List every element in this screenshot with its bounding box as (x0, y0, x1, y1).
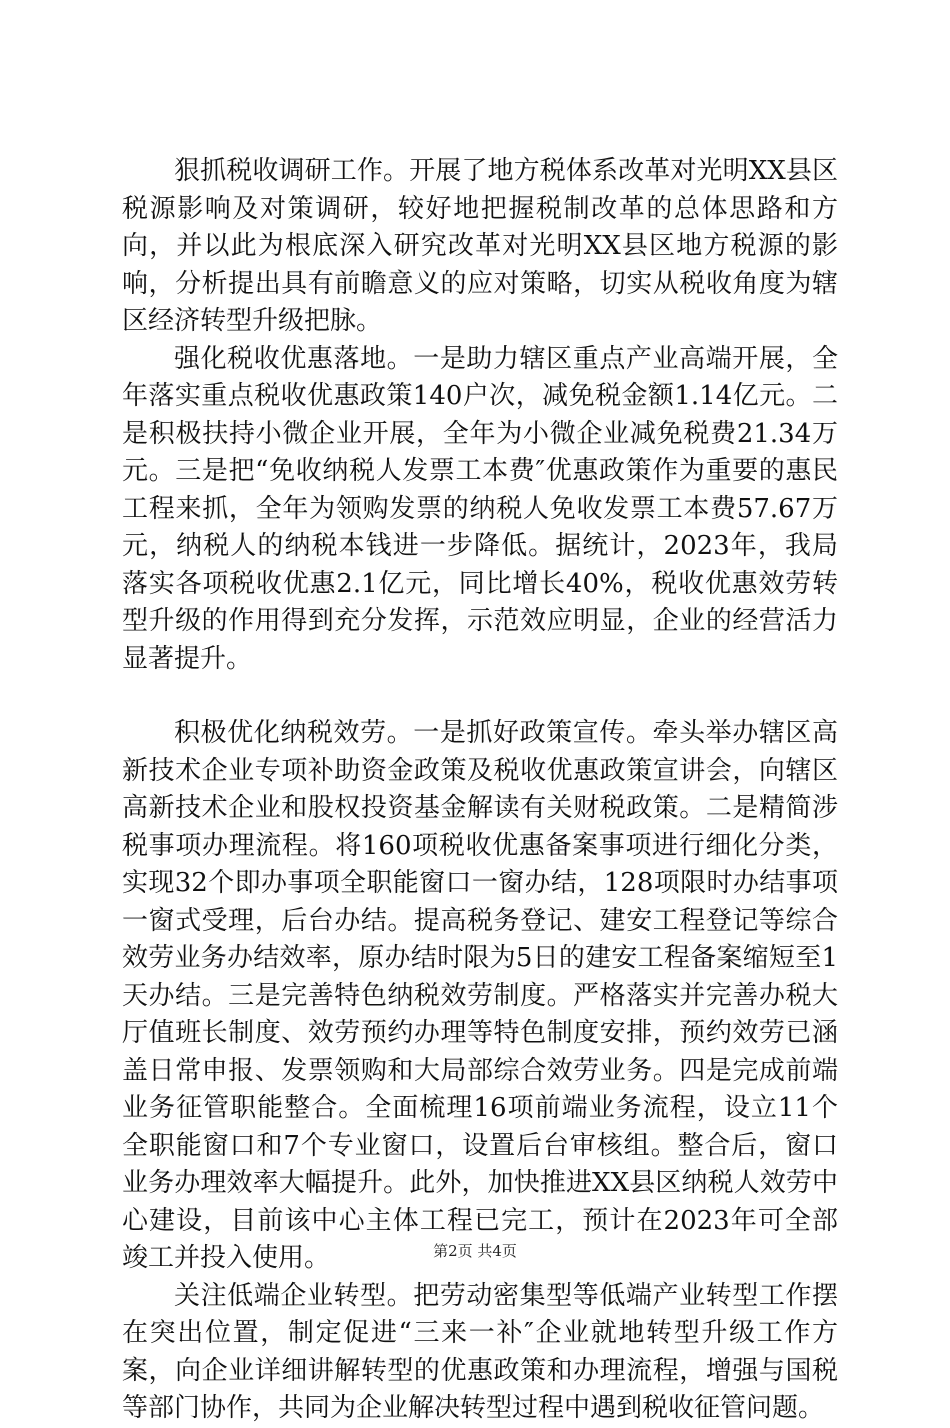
page-footer: 第2页 共4页 (433, 1242, 517, 1260)
paragraph-tax-incentives: 强化税收优惠落地。一是助力辖区重点产业高端开展，全年落实重点税收优惠政策140户次，减免税金额1.14亿元。二是积极扶持小微企业开展，全年为小微企业减免税费21.34万元。三是把“免收纳税人发票工本费″优惠政策作为重要的惠民工程来抓，全年为领购发票的纳税人免收发票工本费57.67万元，纳税人的纳税本钱进一步降低。据统计，2023年，我局落实各项税收优惠2.1亿元，同比增长40%，税收优惠效劳转型升级的作用得到充分发挥，示范效应明显，企业的经营活力显著提升。 (122, 343, 838, 674)
paragraph-gap (122, 678, 838, 715)
paragraph-tax-research: 狠抓税收调研工作。开展了地方税体系改革对光明XX县区税源影响及对策调研，较好地把握税制改革的总体思路和方向，并以此为根底深入研究改革对光明XX县区地方税源的影响，分析提出具有前瞻意义的应对策略，切实从税收角度为辖区经济转型升级把脉。 (122, 156, 838, 336)
paragraph-tax-service: 积极优化纳税效劳。一是抓好政策宣传。牵头举办辖区高新技术企业专项补助资金政策及税收优惠政策宣讲会，向辖区高新技术企业和股权投资基金解读有关财税政策。二是精简涉税事项办理流程。将160项税收优惠备案事项进行细化分类，实现32个即办事项全职能窗口一窗办结，128项限时办结事项一窗式受理，后台办结。提高税务登记、建安工程登记等综合效劳业务办结效率，原办结时限为5日的建安工程备案缩短至1天办结。三是完善特色纳税效劳制度。严格落实并完善办税大厅值班长制度、效劳预约办理等特色制度安排，预约效劳已涵盖日常申报、发票领购和大局部综合效劳业务。四是完成前端业务征管职能整合。全面梳理16项前端业务流程，设立11个全职能窗口和7个专业窗口，设置后台审核组。整合后，窗口业务办理效率大幅提升。此外，加快推进XX县区纳税人效劳中心建设，目前该中心主体工程已完工，预计在2023年可全部竣工并投入使用。 (122, 718, 838, 1273)
document-body (122, 153, 838, 1428)
paragraph-enterprise-transformation: 关注低端企业转型。把劳动密集型等低端产业转型工作摆在突出位置，制定促进“三来一补″企业就地转型升级工作方案，向企业详细讲解转型的优惠政策和办理流程，增强与国税等部门协作，共同为企业解决转型过程中遇到税收征管问题。 (122, 1280, 838, 1423)
